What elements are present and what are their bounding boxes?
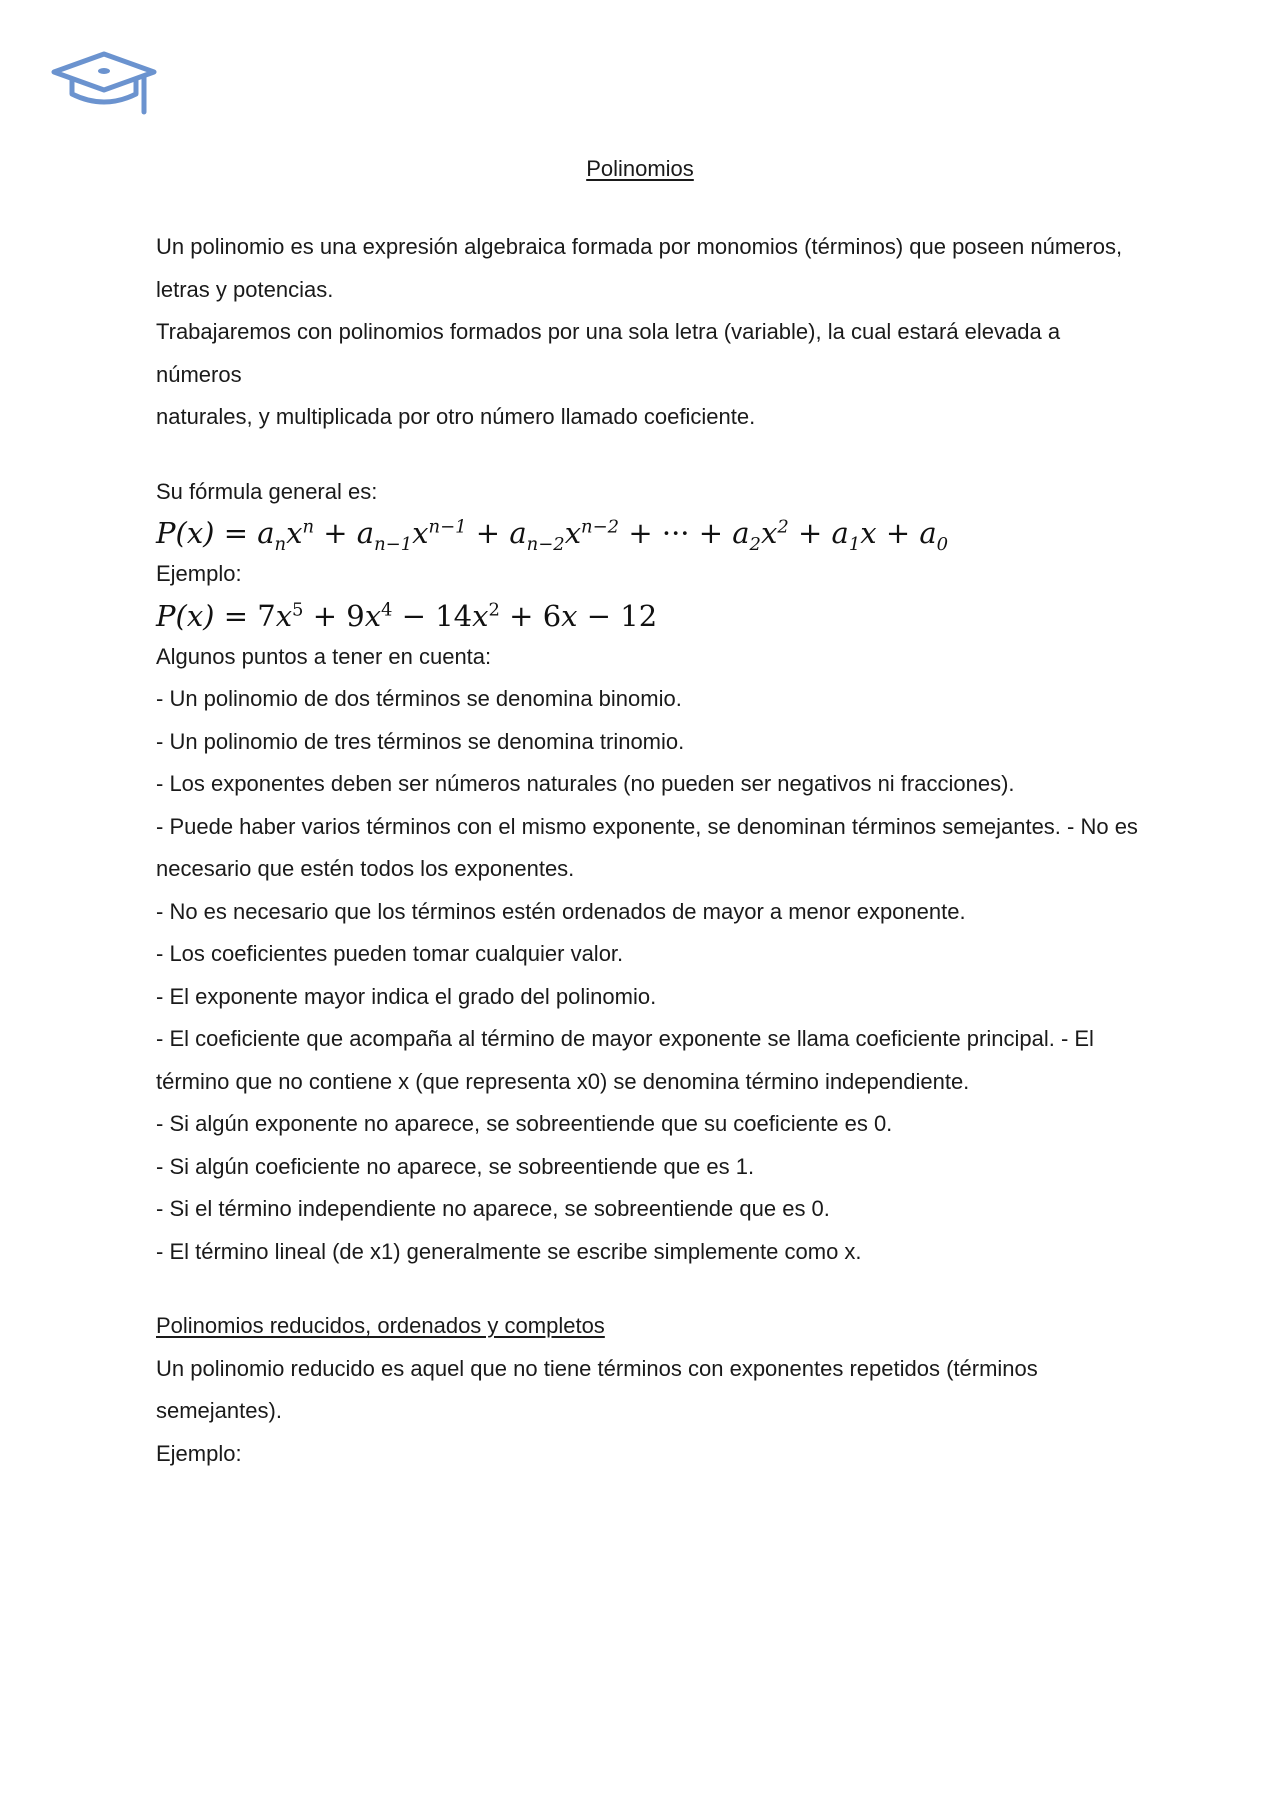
section-line: Un polinomio reducido es aquel que no tiene términos con exponentes repetidos (términos (156, 1355, 1038, 1381)
list-item: necesario que estén todos los exponentes. (156, 856, 575, 881)
section-title: Polinomios reducidos, ordenados y completos (156, 1313, 605, 1338)
list-item: - Si algún coeficiente no aparece, se sobreentiende que es 1. (156, 1153, 755, 1179)
list-item: - Los coeficientes pueden tomar cualquier valor. (156, 941, 624, 966)
list-item: - Un polinomio de tres términos se denomina trinomio. (156, 728, 685, 754)
list-item: término que no contiene x (que representa x0) se denomina término independiente. (156, 1068, 970, 1094)
intro-line: letras y potencias. (156, 276, 334, 302)
list-item: - Si algún exponente no aparece, se sobreentiende que su coeficiente es 0. (156, 1111, 893, 1136)
graduation-cap-icon (50, 48, 160, 120)
section-line: semejantes). (156, 1398, 282, 1423)
general-formula-label: Su fórmula general es: (156, 478, 378, 504)
list-item: - Puede haber varios términos con el mismo exponente, se denominan términos semejantes. - No es (156, 813, 1138, 839)
section-example-label: Ejemplo: (156, 1440, 242, 1466)
intro-line: Un polinomio es una expresión algebraica formada por monomios (términos) que poseen números, (156, 234, 1123, 259)
intro-line: Trabajaremos con polinomios formados por una sola letra (variable), la cual estará elevada a números (156, 319, 1061, 387)
list-item: - El coeficiente que acompaña al término de mayor exponente se llama coeficiente principal. - El (156, 1026, 1094, 1051)
list-item: - Los exponentes deben ser números naturales (no pueden ser negativos ni fracciones). (156, 771, 1015, 796)
list-item: - El exponente mayor indica el grado del polinomio. (156, 983, 657, 1009)
list-item: - No es necesario que los términos estén ordenados de mayor a menor exponente. (156, 898, 966, 924)
page-title: Polinomios (586, 156, 694, 181)
document-body (156, 226, 1146, 1475)
points-heading: Algunos puntos a tener en cuenta: (156, 643, 492, 669)
list-item: - El término lineal (de x1) generalmente se escribe simplemente como x. (156, 1238, 862, 1264)
example-formula: $P(x) = 7x^5 + 9x^4 - 14x^2 + 6x - 12$ (156, 598, 658, 633)
intro-line: naturales, y multiplicada por otro número llamado coeficiente. (156, 404, 756, 429)
general-formula: $P(x) = a_nx^n + a_{n-1}x^{n-1} + a_{n-2}x^{n-2}$ + ··· + $a_2x^2 + a_1x + a_0$ (156, 516, 949, 555)
list-item: - Si el término independiente no aparece, se sobreentiende que es 0. (156, 1196, 830, 1221)
example-label: Ejemplo: (156, 561, 242, 586)
list-item: - Un polinomio de dos términos se denomina binomio. (156, 686, 682, 711)
